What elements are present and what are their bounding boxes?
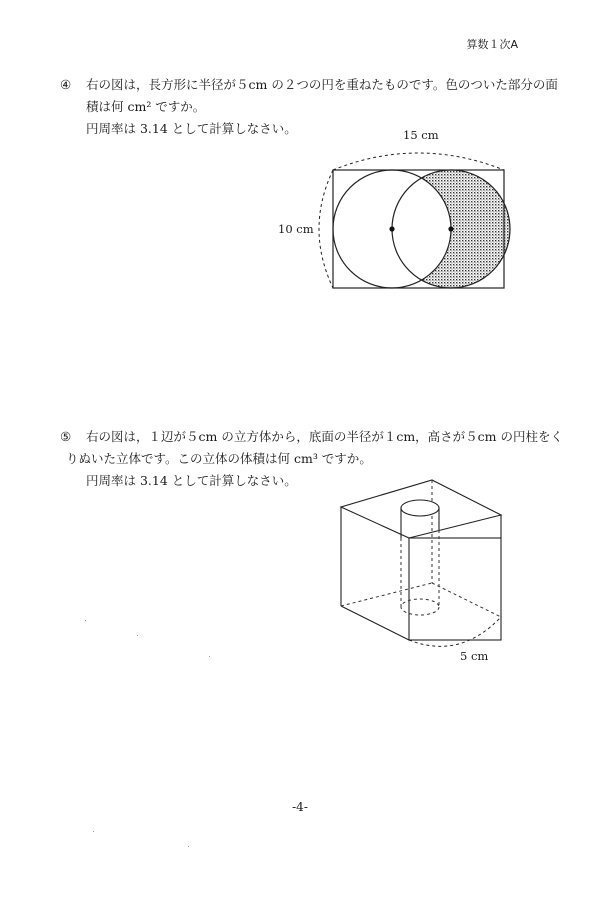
- question-5-number: ⑤: [60, 429, 72, 444]
- question-4-number: ④: [60, 77, 72, 92]
- question-4-text-2: 積は何 cm² ですか。: [86, 99, 206, 114]
- scan-speck: [188, 846, 189, 847]
- height-label: 10 cm: [278, 222, 314, 236]
- scan-speck: [137, 635, 138, 636]
- page-number: -4-: [292, 800, 308, 814]
- edge-label: 5 cm: [460, 649, 489, 663]
- question-4-pi-note: 円周率は 3.14 として計算しなさい。: [86, 121, 297, 136]
- question-5-text-1: 右の図は，１辺が５cm の立方体から，底面の半径が１cm，高さが５cm の円柱をく: [86, 429, 564, 444]
- question-5-text-2: りぬいた立体です。この立体の体積は何 cm³ ですか。: [66, 451, 372, 466]
- scan-speck: [93, 831, 94, 832]
- scan-speck: [85, 620, 86, 621]
- cylinder-hidden: [401, 530, 439, 615]
- edge-dimension-arc: [409, 617, 501, 646]
- scan-speck: [209, 656, 210, 657]
- question-5-pi-note: 円周率は 3.14 として計算しなさい。: [86, 473, 297, 488]
- question-4-text-1: 右の図は，長方形に半径が５cm の２つの円を重ねたものです。色のついた部分の面: [86, 77, 558, 92]
- exam-label: 算数１次A: [466, 38, 518, 51]
- width-label: 15 cm: [403, 128, 439, 142]
